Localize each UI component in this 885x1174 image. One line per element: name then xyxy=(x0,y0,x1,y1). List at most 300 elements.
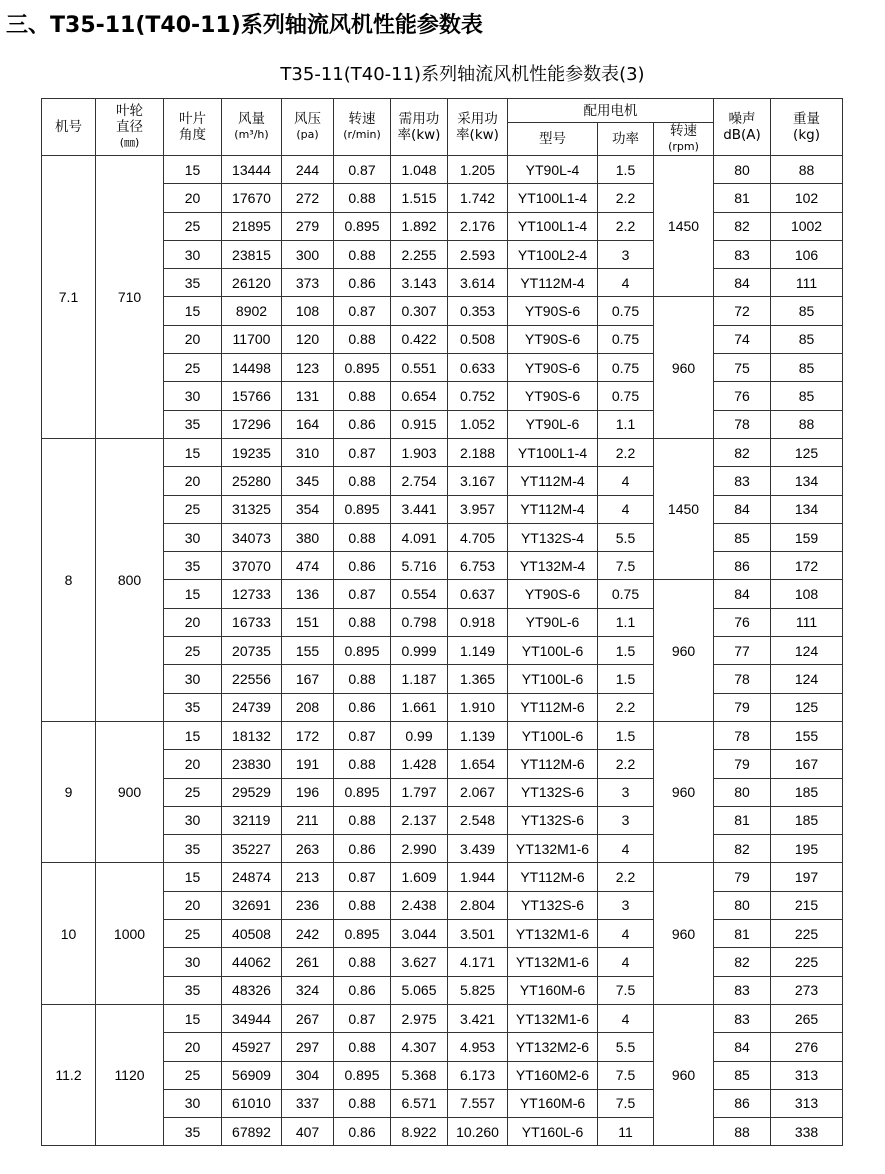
cell-diameter: 900 xyxy=(96,721,164,862)
cell-motor-type: YT132S-6 xyxy=(508,891,598,919)
cell-noise: 80 xyxy=(714,156,771,184)
cell-used-power: 1.742 xyxy=(448,184,508,212)
cell-noise: 85 xyxy=(714,523,771,551)
cell-pressure: 191 xyxy=(282,750,334,778)
cell-motor-type: YT132M-4 xyxy=(508,552,598,580)
cell-required-power: 1.661 xyxy=(391,693,448,721)
cell-pressure: 261 xyxy=(282,948,334,976)
cell-motor-power: 4 xyxy=(598,920,654,948)
cell-pressure: 136 xyxy=(282,580,334,608)
cell-blade-angle: 30 xyxy=(164,1089,222,1117)
cell-flow: 23830 xyxy=(222,750,282,778)
cell-required-power: 3.044 xyxy=(391,920,448,948)
cell-pressure: 131 xyxy=(282,382,334,410)
cell-flow: 32119 xyxy=(222,806,282,834)
cell-flow: 29529 xyxy=(222,778,282,806)
cell-blade-angle: 20 xyxy=(164,750,222,778)
cell-pressure: 272 xyxy=(282,184,334,212)
cell-used-power: 0.918 xyxy=(448,608,508,636)
cell-weight: 134 xyxy=(771,495,843,523)
cell-used-power: 2.176 xyxy=(448,212,508,240)
cell-diameter: 800 xyxy=(96,438,164,721)
cell-flow: 37070 xyxy=(222,552,282,580)
cell-noise: 81 xyxy=(714,806,771,834)
cell-speed: 0.895 xyxy=(334,1061,391,1089)
cell-motor-power: 1.5 xyxy=(598,721,654,749)
cell-weight: 88 xyxy=(771,410,843,438)
cell-motor-power: 3 xyxy=(598,891,654,919)
header-motor-power: 功率 xyxy=(598,123,654,156)
cell-pressure: 279 xyxy=(282,212,334,240)
cell-noise: 81 xyxy=(714,920,771,948)
cell-motor-power: 0.75 xyxy=(598,580,654,608)
table-row xyxy=(42,721,843,749)
cell-flow: 17670 xyxy=(222,184,282,212)
cell-noise: 84 xyxy=(714,1033,771,1061)
cell-motor-type: YT90S-6 xyxy=(508,580,598,608)
cell-motor-power: 2.2 xyxy=(598,212,654,240)
header-diameter: 叶轮 直径 (㎜) xyxy=(96,99,164,156)
cell-motor-type: YT112M-6 xyxy=(508,693,598,721)
cell-used-power: 2.067 xyxy=(448,778,508,806)
cell-speed: 0.895 xyxy=(334,212,391,240)
cell-motor-type: YT100L-6 xyxy=(508,721,598,749)
header-motor-group: 配用电机 xyxy=(508,99,714,123)
cell-required-power: 1.428 xyxy=(391,750,448,778)
cell-speed: 0.88 xyxy=(334,184,391,212)
cell-pressure: 474 xyxy=(282,552,334,580)
cell-used-power: 3.501 xyxy=(448,920,508,948)
cell-speed: 0.87 xyxy=(334,1004,391,1032)
cell-pressure: 337 xyxy=(282,1089,334,1117)
cell-motor-power: 5.5 xyxy=(598,523,654,551)
cell-motor-type: YT100L2-4 xyxy=(508,240,598,268)
cell-used-power: 0.353 xyxy=(448,297,508,325)
cell-flow: 32691 xyxy=(222,891,282,919)
cell-motor-power: 4 xyxy=(598,269,654,297)
cell-required-power: 0.654 xyxy=(391,382,448,410)
cell-blade-angle: 20 xyxy=(164,891,222,919)
cell-motor-power: 7.5 xyxy=(598,976,654,1004)
cell-required-power: 1.892 xyxy=(391,212,448,240)
cell-flow: 12733 xyxy=(222,580,282,608)
cell-flow: 18132 xyxy=(222,721,282,749)
cell-motor-type: YT132M2-6 xyxy=(508,1033,598,1061)
cell-required-power: 4.307 xyxy=(391,1033,448,1061)
cell-required-power: 2.137 xyxy=(391,806,448,834)
cell-weight: 111 xyxy=(771,269,843,297)
cell-motor-power: 2.2 xyxy=(598,693,654,721)
cell-motor-type: YT112M-6 xyxy=(508,863,598,891)
cell-speed: 0.87 xyxy=(334,721,391,749)
cell-blade-angle: 15 xyxy=(164,721,222,749)
cell-speed: 0.87 xyxy=(334,438,391,466)
cell-blade-angle: 15 xyxy=(164,297,222,325)
cell-pressure: 120 xyxy=(282,325,334,353)
cell-weight: 225 xyxy=(771,920,843,948)
cell-noise: 84 xyxy=(714,495,771,523)
cell-blade-angle: 20 xyxy=(164,184,222,212)
cell-used-power: 4.953 xyxy=(448,1033,508,1061)
cell-noise: 83 xyxy=(714,467,771,495)
cell-motor-power: 11 xyxy=(598,1118,654,1146)
cell-used-power: 1.149 xyxy=(448,637,508,665)
table-header xyxy=(42,99,843,156)
cell-blade-angle: 25 xyxy=(164,212,222,240)
cell-flow: 45927 xyxy=(222,1033,282,1061)
cell-required-power: 0.422 xyxy=(391,325,448,353)
cell-motor-power: 1.1 xyxy=(598,410,654,438)
cell-weight: 313 xyxy=(771,1089,843,1117)
cell-used-power: 1.052 xyxy=(448,410,508,438)
cell-blade-angle: 25 xyxy=(164,1061,222,1089)
cell-flow: 14498 xyxy=(222,354,282,382)
cell-flow: 24874 xyxy=(222,863,282,891)
cell-blade-angle: 20 xyxy=(164,1033,222,1061)
header-noise: 噪声 dB(A) xyxy=(714,99,771,156)
cell-blade-angle: 35 xyxy=(164,976,222,1004)
cell-weight: 215 xyxy=(771,891,843,919)
cell-pressure: 108 xyxy=(282,297,334,325)
cell-noise: 82 xyxy=(714,438,771,466)
cell-diameter: 1000 xyxy=(96,863,164,1004)
cell-blade-angle: 30 xyxy=(164,948,222,976)
cell-used-power: 10.260 xyxy=(448,1118,508,1146)
cell-noise: 86 xyxy=(714,1089,771,1117)
cell-used-power: 3.167 xyxy=(448,467,508,495)
cell-flow: 44062 xyxy=(222,948,282,976)
cell-used-power: 6.753 xyxy=(448,552,508,580)
cell-noise: 78 xyxy=(714,665,771,693)
cell-flow: 25280 xyxy=(222,467,282,495)
cell-pressure: 211 xyxy=(282,806,334,834)
cell-required-power: 2.975 xyxy=(391,1004,448,1032)
cell-weight: 276 xyxy=(771,1033,843,1061)
cell-pressure: 242 xyxy=(282,920,334,948)
cell-flow: 67892 xyxy=(222,1118,282,1146)
cell-required-power: 1.187 xyxy=(391,665,448,693)
cell-weight: 195 xyxy=(771,835,843,863)
cell-noise: 78 xyxy=(714,721,771,749)
cell-weight: 338 xyxy=(771,1118,843,1146)
cell-speed: 0.86 xyxy=(334,1118,391,1146)
cell-blade-angle: 25 xyxy=(164,495,222,523)
cell-motor-type: YT100L-6 xyxy=(508,665,598,693)
cell-flow: 61010 xyxy=(222,1089,282,1117)
cell-pressure: 407 xyxy=(282,1118,334,1146)
cell-speed: 0.88 xyxy=(334,891,391,919)
cell-weight: 85 xyxy=(771,382,843,410)
cell-blade-angle: 30 xyxy=(164,382,222,410)
cell-motor-power: 1.5 xyxy=(598,637,654,665)
cell-weight: 273 xyxy=(771,976,843,1004)
cell-required-power: 0.999 xyxy=(391,637,448,665)
cell-motor-speed: 1450 xyxy=(654,438,714,579)
cell-pressure: 373 xyxy=(282,269,334,297)
cell-required-power: 1.903 xyxy=(391,438,448,466)
table-row xyxy=(42,438,843,466)
cell-blade-angle: 20 xyxy=(164,467,222,495)
cell-noise: 80 xyxy=(714,891,771,919)
cell-used-power: 1.205 xyxy=(448,156,508,184)
cell-pressure: 208 xyxy=(282,693,334,721)
cell-motor-type: YT90S-6 xyxy=(508,297,598,325)
cell-pressure: 324 xyxy=(282,976,334,1004)
cell-motor-power: 7.5 xyxy=(598,1061,654,1089)
cell-noise: 84 xyxy=(714,269,771,297)
cell-blade-angle: 30 xyxy=(164,806,222,834)
cell-speed: 0.88 xyxy=(334,325,391,353)
cell-used-power: 7.557 xyxy=(448,1089,508,1117)
cell-motor-type: YT90L-4 xyxy=(508,156,598,184)
header-motor-type: 型号 xyxy=(508,123,598,156)
cell-flow: 8902 xyxy=(222,297,282,325)
cell-required-power: 0.798 xyxy=(391,608,448,636)
cell-required-power: 0.307 xyxy=(391,297,448,325)
cell-motor-power: 0.75 xyxy=(598,297,654,325)
cell-motor-type: YT112M-4 xyxy=(508,467,598,495)
cell-required-power: 0.99 xyxy=(391,721,448,749)
cell-noise: 79 xyxy=(714,750,771,778)
cell-motor-power: 0.75 xyxy=(598,325,654,353)
cell-required-power: 3.143 xyxy=(391,269,448,297)
cell-noise: 79 xyxy=(714,863,771,891)
cell-motor-type: YT132S-4 xyxy=(508,523,598,551)
cell-blade-angle: 30 xyxy=(164,665,222,693)
cell-used-power: 6.173 xyxy=(448,1061,508,1089)
cell-motor-type: YT112M-4 xyxy=(508,495,598,523)
cell-pressure: 164 xyxy=(282,410,334,438)
cell-speed: 0.88 xyxy=(334,750,391,778)
cell-motor-power: 7.5 xyxy=(598,552,654,580)
cell-used-power: 1.654 xyxy=(448,750,508,778)
cell-pressure: 297 xyxy=(282,1033,334,1061)
cell-weight: 159 xyxy=(771,523,843,551)
cell-noise: 82 xyxy=(714,212,771,240)
header-pressure: 风压 (pa) xyxy=(282,99,334,156)
section-heading: 三、T35-11(T40-11)系列轴流风机性能参数表 xyxy=(6,13,483,38)
cell-motor-power: 0.75 xyxy=(598,382,654,410)
cell-motor-type: YT90L-6 xyxy=(508,608,598,636)
cell-noise: 81 xyxy=(714,184,771,212)
performance-table xyxy=(41,98,843,1146)
header-weight: 重量 (kg) xyxy=(771,99,843,156)
cell-motor-type: YT112M-6 xyxy=(508,750,598,778)
cell-speed: 0.88 xyxy=(334,806,391,834)
cell-used-power: 2.188 xyxy=(448,438,508,466)
table-row xyxy=(42,863,843,891)
cell-diameter: 710 xyxy=(96,156,164,439)
cell-pressure: 354 xyxy=(282,495,334,523)
cell-required-power: 5.368 xyxy=(391,1061,448,1089)
cell-used-power: 1.944 xyxy=(448,863,508,891)
cell-speed: 0.895 xyxy=(334,778,391,806)
cell-required-power: 5.065 xyxy=(391,976,448,1004)
cell-weight: 85 xyxy=(771,354,843,382)
cell-weight: 88 xyxy=(771,156,843,184)
cell-speed: 0.88 xyxy=(334,240,391,268)
cell-weight: 134 xyxy=(771,467,843,495)
cell-used-power: 3.421 xyxy=(448,1004,508,1032)
cell-motor-power: 1.1 xyxy=(598,608,654,636)
cell-pressure: 263 xyxy=(282,835,334,863)
cell-speed: 0.86 xyxy=(334,835,391,863)
cell-blade-angle: 25 xyxy=(164,354,222,382)
cell-required-power: 1.797 xyxy=(391,778,448,806)
cell-motor-type: YT132M1-6 xyxy=(508,835,598,863)
cell-required-power: 1.609 xyxy=(391,863,448,891)
cell-motor-type: YT160M-6 xyxy=(508,976,598,1004)
cell-motor-speed: 960 xyxy=(654,721,714,862)
table-title: T35-11(T40-11)系列轴流风机性能参数表(3) xyxy=(280,64,645,85)
cell-noise: 86 xyxy=(714,552,771,580)
cell-flow: 13444 xyxy=(222,156,282,184)
cell-used-power: 0.633 xyxy=(448,354,508,382)
cell-flow: 22556 xyxy=(222,665,282,693)
cell-noise: 75 xyxy=(714,354,771,382)
cell-motor-type: YT100L1-4 xyxy=(508,438,598,466)
cell-motor-type: YT90S-6 xyxy=(508,325,598,353)
cell-motor-power: 4 xyxy=(598,1004,654,1032)
cell-motor-type: YT132S-6 xyxy=(508,806,598,834)
cell-motor-power: 7.5 xyxy=(598,1089,654,1117)
cell-pressure: 345 xyxy=(282,467,334,495)
cell-required-power: 3.627 xyxy=(391,948,448,976)
cell-model: 10 xyxy=(42,863,96,1004)
cell-motor-power: 4 xyxy=(598,948,654,976)
cell-noise: 77 xyxy=(714,637,771,665)
cell-required-power: 0.915 xyxy=(391,410,448,438)
cell-motor-type: YT160L-6 xyxy=(508,1118,598,1146)
cell-motor-power: 4 xyxy=(598,495,654,523)
table-row xyxy=(42,1004,843,1032)
cell-motor-power: 2.2 xyxy=(598,750,654,778)
cell-pressure: 167 xyxy=(282,665,334,693)
cell-weight: 197 xyxy=(771,863,843,891)
cell-motor-speed: 960 xyxy=(654,1004,714,1145)
cell-weight: 108 xyxy=(771,580,843,608)
cell-motor-power: 3 xyxy=(598,806,654,834)
cell-speed: 0.895 xyxy=(334,354,391,382)
cell-blade-angle: 35 xyxy=(164,835,222,863)
cell-required-power: 4.091 xyxy=(391,523,448,551)
cell-blade-angle: 35 xyxy=(164,552,222,580)
cell-flow: 23815 xyxy=(222,240,282,268)
cell-noise: 78 xyxy=(714,410,771,438)
cell-weight: 124 xyxy=(771,637,843,665)
cell-motor-type: YT100L-6 xyxy=(508,637,598,665)
cell-blade-angle: 35 xyxy=(164,693,222,721)
cell-motor-power: 3 xyxy=(598,778,654,806)
cell-flow: 48326 xyxy=(222,976,282,1004)
cell-required-power: 2.438 xyxy=(391,891,448,919)
cell-motor-type: YT112M-4 xyxy=(508,269,598,297)
cell-motor-power: 1.5 xyxy=(598,156,654,184)
cell-required-power: 6.571 xyxy=(391,1089,448,1117)
cell-required-power: 2.754 xyxy=(391,467,448,495)
cell-motor-type: YT100L1-4 xyxy=(508,184,598,212)
cell-pressure: 304 xyxy=(282,1061,334,1089)
cell-used-power: 1.139 xyxy=(448,721,508,749)
cell-used-power: 0.508 xyxy=(448,325,508,353)
cell-motor-power: 2.2 xyxy=(598,438,654,466)
cell-speed: 0.88 xyxy=(334,523,391,551)
cell-speed: 0.88 xyxy=(334,665,391,693)
cell-noise: 88 xyxy=(714,1118,771,1146)
cell-flow: 15766 xyxy=(222,382,282,410)
cell-speed: 0.87 xyxy=(334,580,391,608)
cell-required-power: 1.515 xyxy=(391,184,448,212)
cell-diameter: 1120 xyxy=(96,1004,164,1145)
cell-flow: 24739 xyxy=(222,693,282,721)
cell-speed: 0.88 xyxy=(334,948,391,976)
cell-noise: 83 xyxy=(714,240,771,268)
cell-weight: 185 xyxy=(771,806,843,834)
cell-used-power: 4.705 xyxy=(448,523,508,551)
cell-flow: 35227 xyxy=(222,835,282,863)
cell-speed: 0.86 xyxy=(334,976,391,1004)
cell-weight: 185 xyxy=(771,778,843,806)
cell-weight: 106 xyxy=(771,240,843,268)
cell-motor-speed: 1450 xyxy=(654,156,714,297)
cell-used-power: 2.804 xyxy=(448,891,508,919)
header-required-power: 需用功 率(kw) xyxy=(391,99,448,156)
cell-flow: 26120 xyxy=(222,269,282,297)
cell-weight: 102 xyxy=(771,184,843,212)
cell-blade-angle: 20 xyxy=(164,608,222,636)
cell-flow: 40508 xyxy=(222,920,282,948)
cell-used-power: 2.593 xyxy=(448,240,508,268)
cell-blade-angle: 35 xyxy=(164,1118,222,1146)
cell-required-power: 3.441 xyxy=(391,495,448,523)
cell-weight: 124 xyxy=(771,665,843,693)
cell-pressure: 310 xyxy=(282,438,334,466)
cell-blade-angle: 30 xyxy=(164,523,222,551)
cell-flow: 20735 xyxy=(222,637,282,665)
cell-motor-type: YT160M-6 xyxy=(508,1089,598,1117)
cell-required-power: 0.551 xyxy=(391,354,448,382)
cell-motor-type: YT132M1-6 xyxy=(508,920,598,948)
cell-blade-angle: 20 xyxy=(164,325,222,353)
cell-speed: 0.86 xyxy=(334,693,391,721)
cell-required-power: 2.255 xyxy=(391,240,448,268)
cell-motor-power: 3 xyxy=(598,240,654,268)
cell-blade-angle: 35 xyxy=(164,269,222,297)
cell-pressure: 300 xyxy=(282,240,334,268)
cell-model: 7.1 xyxy=(42,156,96,439)
cell-used-power: 0.752 xyxy=(448,382,508,410)
cell-weight: 125 xyxy=(771,693,843,721)
cell-motor-speed: 960 xyxy=(654,863,714,1004)
cell-pressure: 172 xyxy=(282,721,334,749)
cell-speed: 0.86 xyxy=(334,410,391,438)
cell-motor-power: 4 xyxy=(598,835,654,863)
cell-used-power: 3.957 xyxy=(448,495,508,523)
header-motor-speed: 转速 (rpm) xyxy=(654,123,714,156)
cell-weight: 111 xyxy=(771,608,843,636)
cell-speed: 0.88 xyxy=(334,608,391,636)
cell-weight: 172 xyxy=(771,552,843,580)
cell-speed: 0.895 xyxy=(334,637,391,665)
cell-noise: 72 xyxy=(714,297,771,325)
cell-weight: 1002 xyxy=(771,212,843,240)
cell-used-power: 3.439 xyxy=(448,835,508,863)
cell-required-power: 8.922 xyxy=(391,1118,448,1146)
cell-required-power: 2.990 xyxy=(391,835,448,863)
cell-flow: 11700 xyxy=(222,325,282,353)
cell-blade-angle: 15 xyxy=(164,863,222,891)
cell-flow: 56909 xyxy=(222,1061,282,1089)
